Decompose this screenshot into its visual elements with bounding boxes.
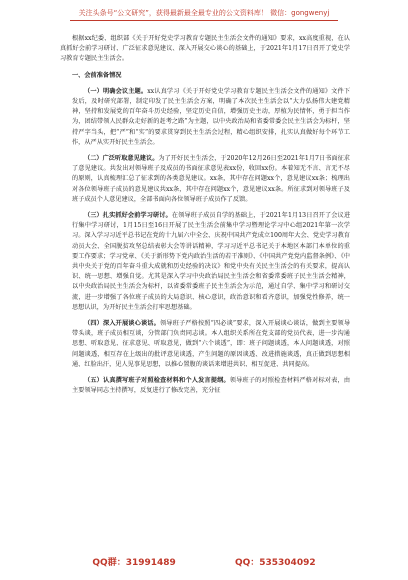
item-5 xyxy=(72,376,350,396)
footer-qq: QQ：535304092 xyxy=(234,558,316,568)
footer-contacts xyxy=(0,555,408,568)
item-2-title: （二）广泛听取意见建议。 xyxy=(84,155,159,163)
item-1-text: xx认真学习《关于开好党史学习教育专题民主生活会文件的通知》文件下发后，及时研究部署，制定印发了民主生活会方案，明确了本次民主生活会以“大力弘扬伟大建党精神，坚持和发展党的百年奋斗历史经验，坚定历史自信，增强历史主动，厚植为民情怀，勇于担当作为，团结带领人民群众走好新的赶考之路”为主题，以中央政治局和省委常委会民主生活会为标杆，坚持严字当头，把“严”和“实”的要求贯穿到民主生活会过程，精心组织安排，扎实认真做好每个环节工作，从严从实开好民主生活会。 xyxy=(72,87,351,146)
document-body xyxy=(60,34,350,397)
item-4 xyxy=(72,319,350,370)
item-2-text: 为了开好民主生活会，于2020年12月26日至2021年1月7日书面征求了意见建议。共发出对领导班子及成员的书面征求意见表xx份，收回xx份。本着知无不言、言无不尽的原则，认真梳理汇总了征求到的各类意见建议。xx条，其中存在问题xx个，意见建议xx条；梳理出对各位领导班子成员的意见建议共xx条，其中存在问题xx个，意见建议xx条。所征求到对领导班子及班子成员个人意见建议，全部书面向各位领导班子成员作了反馈。 xyxy=(72,155,350,203)
banner-text: 关注头条号“公文研究”，获得最新最全最专业的公文资料库！ 微信：gongwenyj xyxy=(78,9,330,17)
intro-paragraph: 根据xx纪委、组织部《关于开好党史学习教育专题民主生活会文件的通知》要求，xx高度重视，在认真抓好会前学习研讨、广泛征求意见建议、深入开展交心谈心的基础上，于2021年1月17日召开了党史学习教育专题民主生活会。 xyxy=(60,35,350,63)
item-3-title: （三）扎实抓好会前学习研讨。 xyxy=(84,212,172,220)
banner-underline xyxy=(70,20,338,21)
item-3 xyxy=(72,211,350,313)
footer-qq-group: QQ群：31991489 xyxy=(92,558,176,568)
item-2 xyxy=(72,154,350,205)
item-1 xyxy=(72,87,350,148)
item-5-title: （五）认真撰写班子对照检查材料和个人发言提纲。 xyxy=(84,377,230,385)
item-3-text: 在领导班子成员自学的基础上，于2021年1月13日召开了会议进行集中学习研讨，1月15日至16日开展了民主生活会前集中学习暨理论学习中心组2021年第一次学习。深入学习习近平总书记在党的十九届六中全会、庆祝中国共产党成立100周年大会、党史学习教育动员大会、全国脱贫攻坚总结表彰大会等讲话精神，学习习近平总书记关于本地区本部门本单位的重要工作要求；学习党章、《关于新形势下党内政治生活的若干准则》、《中国共产党党内监督条例》、《中共中央关于党的百年奋斗重大成就和历史经验的决议》和党中央有关民主生活会的有关要求，提高认识、统一思想、增强自觉。尤其是深入学习中央政治局民主生活会和省委常委班子民主生活会精神，以中央政治局民主生活会为标杆，以省委常委班子民主生活会为示范，通过自学、集中学习和研讨交流，进一步增强了各位班子成员的大局意识、核心意识，政治意识和看齐意识，加强党性修养，统一思想认识，为开好民主生活会打牢思想基础。 xyxy=(72,212,351,311)
section-heading: 一、会前准备情况 xyxy=(72,71,122,79)
item-5-text: 领导班子的对照检查材料严格对标对表，由主要领导同志主持撰写，反复进行了修改完善，充分征 xyxy=(72,377,351,395)
item-4-text: 领导班子严格按照“四必谈”要求，深入开展谈心谈话，做到主要领导带头谈，班子成员相互谈，分管部门负责同志谈。本人组织关系所在党支部的党员代表，进一步沟通思想、听取意见、征求意见、听取意见，做到“六个谈透”，即：班子问题谈透，本人问题谈透，对照问题谈透，相互存在上级出的批评意见谈透，产生问题的原因谈透、改进措施谈透，真正做到思想相通、红脸出汗，见人见事见思想，以推心置腹的谈话来增进共识、相互促进、共同提高。 xyxy=(72,320,351,368)
item-1-title: （一）明确会议主题。 xyxy=(84,87,148,95)
item-4-title: （四）深入开展谈心谈话。 xyxy=(84,320,160,328)
top-banner xyxy=(0,0,408,28)
